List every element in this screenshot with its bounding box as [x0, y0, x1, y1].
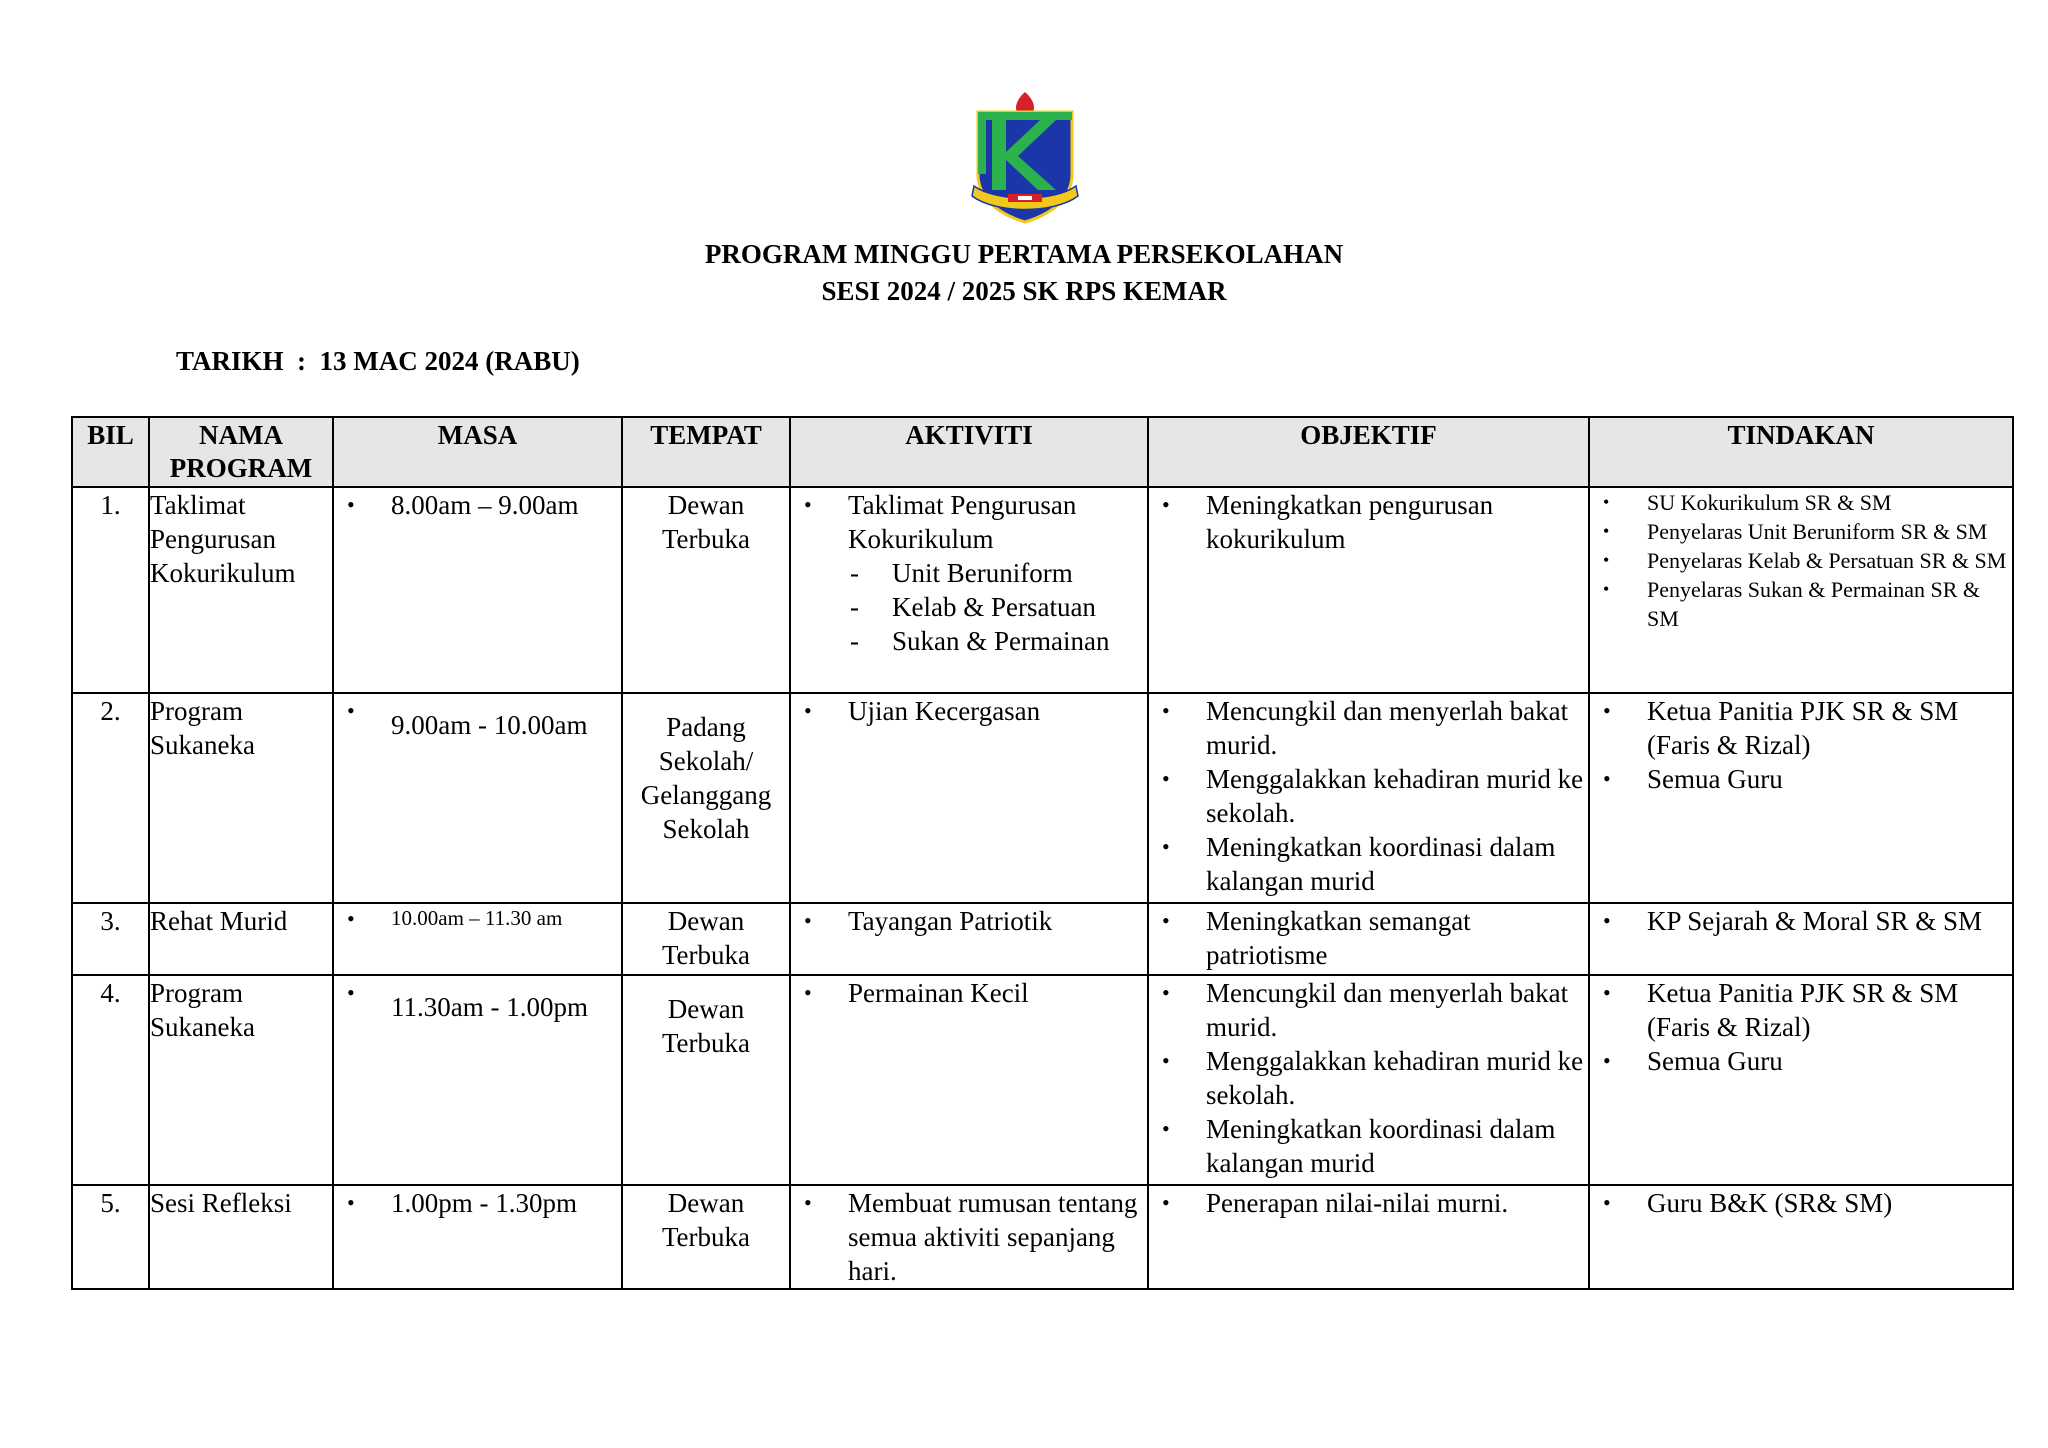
row-masa	[333, 903, 622, 975]
masa-item: • 1.00pm - 1.30pm	[334, 1186, 621, 1220]
row-objektif	[1148, 1185, 1589, 1289]
row-tindakan	[1589, 487, 2013, 693]
row-nama: Taklimat Pengurusan Kokurikulum	[149, 487, 333, 693]
row-tindakan	[1589, 693, 2013, 903]
row-aktiviti	[790, 693, 1148, 903]
table-row	[72, 903, 2013, 975]
objektif-item: • Menggalakkan kehadiran murid ke sekolah.	[1149, 1044, 1588, 1112]
row-nama: Sesi Refleksi	[149, 1185, 333, 1289]
tempat-text: Dewan Terbuka	[661, 994, 751, 1058]
row-tempat	[622, 975, 790, 1185]
objektif-item: • Meningkatkan pengurusan kokurikulum	[1149, 488, 1588, 556]
row-masa	[333, 693, 622, 903]
row-tempat	[622, 693, 790, 903]
header-aktiviti: AKTIVITI	[790, 417, 1148, 487]
objektif-item: • Mencungkil dan menyerlah bakat murid.	[1149, 694, 1588, 762]
masa-item: • 8.00am – 9.00am	[334, 488, 621, 522]
aktiviti-subitem: - Sukan & Permainan	[848, 624, 1147, 658]
aktiviti-item: • Tayangan Patriotik	[791, 904, 1147, 938]
tempat-text: Padang Sekolah/ Gelanggang Sekolah	[640, 712, 772, 844]
row-tindakan	[1589, 1185, 2013, 1289]
header-masa: MASA	[333, 417, 622, 487]
row-aktiviti	[790, 1185, 1148, 1289]
row-masa	[333, 975, 622, 1185]
date-separator: :	[297, 346, 307, 376]
row-masa	[333, 1185, 622, 1289]
row-bil: 2.	[72, 693, 149, 903]
tindakan-item: • Penyelaras Unit Beruniform SR & SM	[1590, 517, 2012, 546]
row-tempat: Dewan Terbuka	[622, 1185, 790, 1289]
table-row	[72, 1185, 2013, 1289]
masa-item: • 10.00am – 11.30 am	[334, 904, 621, 933]
row-aktiviti	[790, 975, 1148, 1185]
header-tempat: TEMPAT	[622, 417, 790, 487]
aktiviti-item: • Ujian Kecergasan	[791, 694, 1147, 728]
masa-item: • 11.30am - 1.00pm	[334, 976, 621, 1024]
row-objektif	[1148, 903, 1589, 975]
row-tindakan	[1589, 975, 2013, 1185]
aktiviti-item-text: Taklimat Pengurusan Kokurikulum	[848, 490, 1077, 554]
title-line-1: PROGRAM MINGGU PERTAMA PERSEKOLAHAN	[704, 239, 1344, 269]
tindakan-item: • Ketua Panitia PJK SR & SM (Faris & Rizal)	[1590, 976, 2012, 1044]
tindakan-item: • SU Kokurikulum SR & SM	[1590, 488, 2012, 517]
header-bil: BIL	[72, 417, 149, 487]
tindakan-item: • Guru B&K (SR& SM)	[1590, 1186, 2012, 1220]
header-objektif: OBJEKTIF	[1148, 417, 1589, 487]
table-row	[72, 487, 2013, 693]
schedule-table	[71, 416, 2014, 1290]
tindakan-item: • Penyelaras Kelab & Persatuan SR & SM	[1590, 546, 2012, 575]
masa-item: • 9.00am - 10.00am	[334, 694, 621, 742]
row-bil: 1.	[72, 487, 149, 693]
row-objektif	[1148, 975, 1589, 1185]
row-masa	[333, 487, 622, 693]
tindakan-item: • Penyelaras Sukan & Permainan SR & SM	[1590, 575, 2012, 633]
tindakan-item: • Semua Guru	[1590, 1044, 2012, 1078]
tindakan-item: • Semua Guru	[1590, 762, 2012, 796]
row-bil: 4.	[72, 975, 149, 1185]
row-aktiviti	[790, 903, 1148, 975]
header-tindakan: TINDAKAN	[1589, 417, 2013, 487]
aktiviti-subitem: - Unit Beruniform	[848, 556, 1147, 590]
tindakan-item: • Ketua Panitia PJK SR & SM (Faris & Rizal)	[1590, 694, 2012, 762]
row-tempat: Dewan Terbuka	[622, 487, 790, 693]
table-row	[72, 693, 2013, 903]
objektif-item: • Meningkatkan semangat patriotisme	[1149, 904, 1588, 972]
objektif-item: • Menggalakkan kehadiran murid ke sekolah.	[1149, 762, 1588, 830]
row-nama: Rehat Murid	[149, 903, 333, 975]
row-tindakan	[1589, 903, 2013, 975]
title-line-2: SESI 2024 / 2025 SK RPS KEMAR	[821, 276, 1227, 306]
school-crest-logo	[966, 90, 1084, 226]
objektif-item: • Mencungkil dan menyerlah bakat murid.	[1149, 976, 1588, 1044]
row-objektif	[1148, 487, 1589, 693]
row-nama: Program Sukaneka	[149, 975, 333, 1185]
date-label: TARIKH	[176, 346, 284, 376]
row-objektif	[1148, 693, 1589, 903]
table-row	[72, 975, 2013, 1185]
row-aktiviti	[790, 487, 1148, 693]
objektif-item: • Penerapan nilai-nilai murni.	[1149, 1186, 1588, 1220]
row-bil: 3.	[72, 903, 149, 975]
date-value: 13 MAC 2024 (RABU)	[319, 346, 580, 376]
date-line	[176, 346, 580, 377]
aktiviti-subitem: - Kelab & Persatuan	[848, 590, 1147, 624]
objektif-item: • Meningkatkan koordinasi dalam kalangan murid	[1149, 830, 1588, 898]
aktiviti-item: • Permainan Kecil	[791, 976, 1147, 1010]
document-title	[0, 236, 2048, 310]
row-bil: 5.	[72, 1185, 149, 1289]
aktiviti-item: • Membuat rumusan tentang semua aktiviti sepanjang hari.	[791, 1186, 1147, 1288]
objektif-item: • Meningkatkan koordinasi dalam kalangan murid	[1149, 1112, 1588, 1180]
row-tempat: Dewan Terbuka	[622, 903, 790, 975]
tindakan-item: • KP Sejarah & Moral SR & SM	[1590, 904, 2012, 938]
header-nama-program: NAMA PROGRAM	[149, 417, 333, 487]
aktiviti-item	[791, 488, 1147, 658]
table-header-row	[72, 417, 2013, 487]
row-nama: Program Sukaneka	[149, 693, 333, 903]
